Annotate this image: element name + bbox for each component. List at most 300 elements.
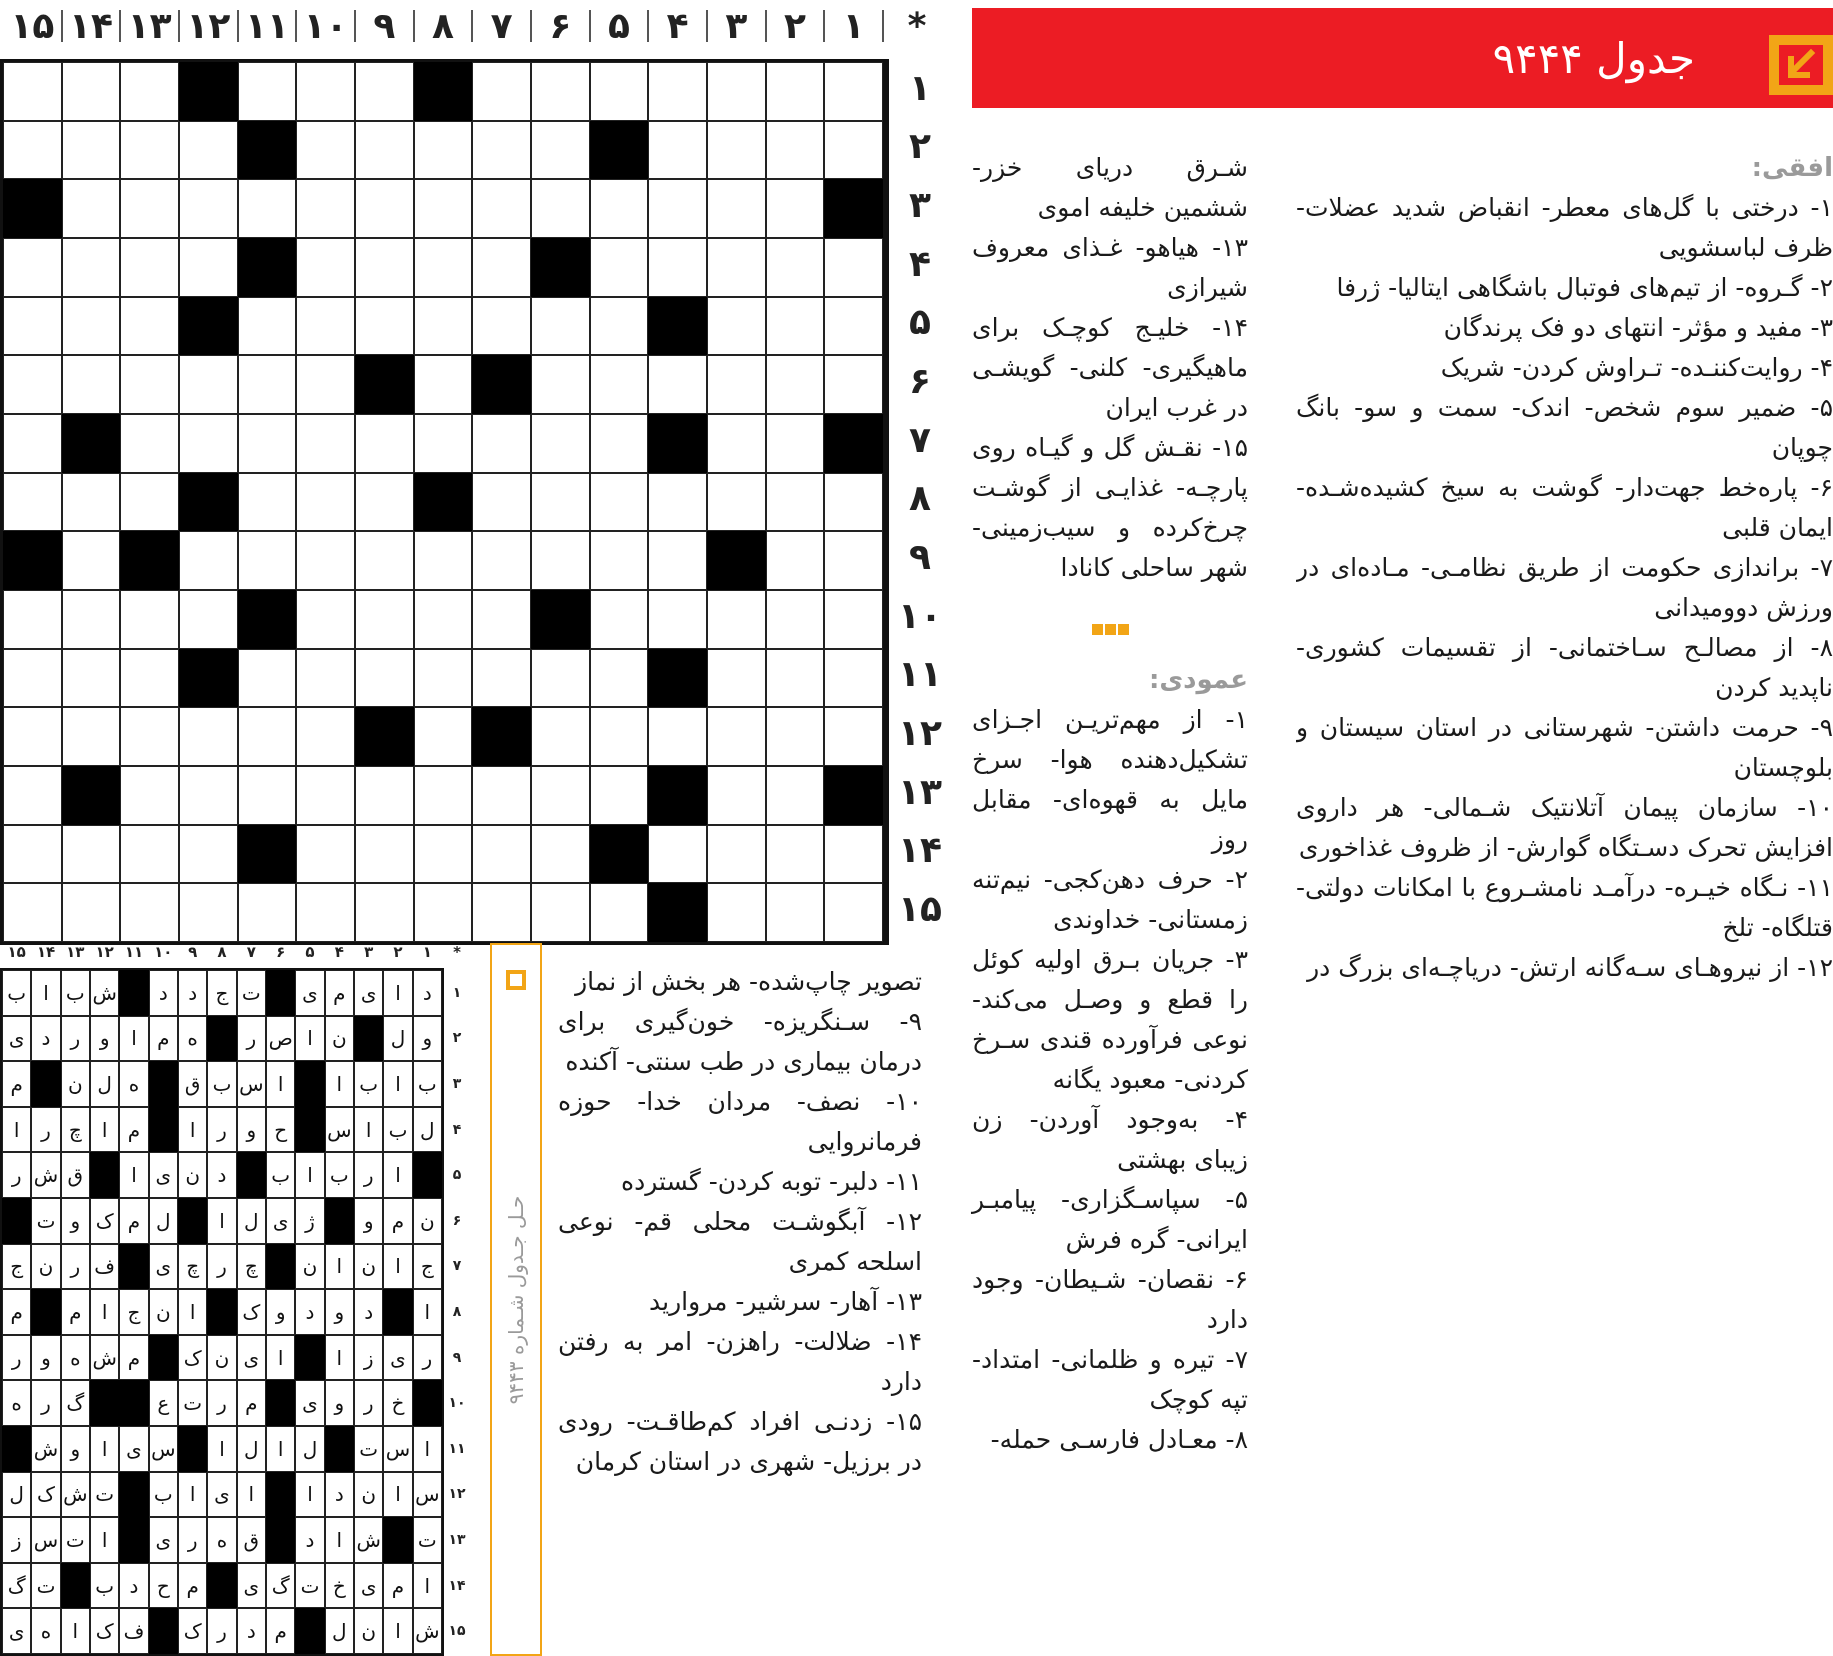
grid-cell[interactable]	[472, 531, 531, 590]
grid-cell[interactable]	[414, 355, 473, 414]
grid-cell[interactable]	[824, 238, 883, 297]
grid-cell[interactable]	[62, 297, 121, 356]
grid-cell[interactable]	[296, 297, 355, 356]
grid-cell[interactable]	[824, 825, 883, 884]
row-number: ۱	[909, 67, 931, 109]
grid-cell[interactable]	[766, 883, 825, 942]
grid-cell[interactable]	[824, 473, 883, 532]
grid-cell[interactable]	[3, 883, 62, 942]
solution-cell: ک	[178, 1608, 207, 1654]
grid-cell[interactable]	[296, 649, 355, 708]
grid-cell[interactable]	[590, 473, 649, 532]
grid-cell[interactable]	[296, 590, 355, 649]
solution-black-cell	[149, 1335, 178, 1381]
solution-cell: ت	[61, 1517, 90, 1563]
horizontal-clue: شـرق دریای خزر- ششمین خلیفه اموی	[972, 153, 1248, 222]
solution-cell: م	[119, 1107, 148, 1153]
grid-cell[interactable]	[648, 590, 707, 649]
grid-cell[interactable]	[120, 297, 179, 356]
grid-cell[interactable]	[414, 883, 473, 942]
grid-cell[interactable]	[296, 238, 355, 297]
grid-cell[interactable]	[766, 355, 825, 414]
grid-cell[interactable]	[120, 825, 179, 884]
grid-cell[interactable]	[62, 62, 121, 121]
solution-cell: ب	[2, 970, 31, 1016]
black-cell	[648, 297, 707, 356]
grid-cell[interactable]	[238, 766, 297, 825]
grid-cell[interactable]	[648, 238, 707, 297]
grid-cell[interactable]	[590, 590, 649, 649]
solution-column-number: ۱۲	[95, 943, 114, 961]
grid-cell[interactable]	[824, 297, 883, 356]
grid-cell[interactable]	[707, 414, 766, 473]
grid-cell[interactable]	[472, 649, 531, 708]
grid-cell[interactable]	[3, 473, 62, 532]
grid-cell[interactable]	[3, 649, 62, 708]
grid-cell[interactable]	[414, 707, 473, 766]
grid-cell[interactable]	[766, 414, 825, 473]
grid-cell[interactable]	[296, 766, 355, 825]
solution-cell: ل	[383, 1016, 412, 1062]
grid-cell[interactable]	[766, 62, 825, 121]
grid-cell[interactable]	[590, 355, 649, 414]
grid-cell[interactable]	[62, 883, 121, 942]
grid-cell[interactable]	[355, 62, 414, 121]
solution-cell: د	[354, 1289, 383, 1335]
solution-cell: ا	[266, 1335, 295, 1381]
grid-cell[interactable]	[355, 649, 414, 708]
grid-cell[interactable]	[179, 766, 238, 825]
solution-cell: ت	[295, 1563, 324, 1609]
solution-row-number: ۸	[452, 1303, 462, 1320]
solution-cell: ل	[237, 1198, 266, 1244]
grid-cell[interactable]	[3, 121, 62, 180]
grid-cell[interactable]	[824, 531, 883, 590]
grid-cell[interactable]	[648, 121, 707, 180]
mixed-clues-column	[972, 148, 1248, 1460]
grid-cell[interactable]	[590, 649, 649, 708]
grid-cell[interactable]	[590, 238, 649, 297]
grid-cell[interactable]	[648, 355, 707, 414]
solution-cell: ی	[237, 1335, 266, 1381]
black-cell	[179, 297, 238, 356]
black-cell	[414, 62, 473, 121]
column-number: ۲	[783, 5, 806, 47]
solution-black-cell	[383, 1517, 412, 1563]
grid-cell[interactable]	[707, 707, 766, 766]
grid-cell[interactable]	[179, 707, 238, 766]
grid-cell[interactable]	[62, 238, 121, 297]
grid-cell[interactable]	[62, 355, 121, 414]
grid-cell[interactable]	[472, 766, 531, 825]
grid-cell[interactable]	[707, 883, 766, 942]
solution-cell: ی	[149, 1152, 178, 1198]
grid-cell[interactable]	[296, 473, 355, 532]
solution-cell: س	[149, 1426, 178, 1472]
grid-cell[interactable]	[3, 62, 62, 121]
grid-cell[interactable]	[238, 531, 297, 590]
grid-cell[interactable]	[296, 825, 355, 884]
grid-cell[interactable]	[355, 825, 414, 884]
grid-cell[interactable]	[766, 825, 825, 884]
solution-cell: ر	[354, 1152, 383, 1198]
grid-cell[interactable]	[3, 355, 62, 414]
grid-cell[interactable]	[120, 707, 179, 766]
grid-cell[interactable]	[531, 883, 590, 942]
horizontal-clue: ۱۰- سازمان پیمان آتلانتیک شـمالی- هر داروی افزایش تحرک دسـتگاه گوارش- از ظروف غذاخوری	[1296, 793, 1833, 862]
grid-cell[interactable]	[590, 707, 649, 766]
grid-cell[interactable]	[355, 590, 414, 649]
grid-cell[interactable]	[238, 649, 297, 708]
grid-cell[interactable]	[3, 414, 62, 473]
grid-cell[interactable]	[355, 414, 414, 473]
grid-cell[interactable]	[3, 707, 62, 766]
small-logo-icon	[506, 970, 526, 990]
solution-cell: ن	[354, 1472, 383, 1518]
grid-cell[interactable]	[531, 531, 590, 590]
row-number: ۸	[909, 478, 931, 520]
column-separator	[530, 10, 532, 42]
black-cell	[238, 238, 297, 297]
grid-cell[interactable]	[414, 649, 473, 708]
grid-cell[interactable]	[414, 238, 473, 297]
grid-cell[interactable]	[766, 238, 825, 297]
grid-cell[interactable]	[648, 473, 707, 532]
grid-cell[interactable]	[179, 355, 238, 414]
grid-cell[interactable]	[472, 62, 531, 121]
grid-cell[interactable]	[238, 473, 297, 532]
grid-cell[interactable]	[414, 825, 473, 884]
black-cell	[648, 883, 707, 942]
column-separator	[471, 10, 473, 42]
grid-cell[interactable]	[590, 179, 649, 238]
grid-cell[interactable]	[707, 590, 766, 649]
grid-cell[interactable]	[120, 473, 179, 532]
solution-cell: د	[237, 1608, 266, 1654]
grid-cell[interactable]	[648, 62, 707, 121]
grid-cell[interactable]	[355, 121, 414, 180]
grid-cell[interactable]	[824, 883, 883, 942]
grid-cell[interactable]	[472, 121, 531, 180]
solution-black-cell	[2, 1426, 31, 1472]
grid-cell[interactable]	[590, 766, 649, 825]
solution-cell: ا	[325, 1244, 354, 1290]
grid-cell[interactable]	[472, 590, 531, 649]
solution-column-number: ۵	[305, 943, 315, 961]
grid-cell[interactable]	[62, 121, 121, 180]
grid-cell[interactable]	[707, 121, 766, 180]
solution-row-numbers	[444, 968, 470, 1656]
grid-cell[interactable]	[531, 62, 590, 121]
grid-cell[interactable]	[355, 297, 414, 356]
grid-cell[interactable]	[355, 473, 414, 532]
grid-cell[interactable]	[766, 649, 825, 708]
vertical-clue: ۱۱- دلبر- توبه کردن- گسترده	[621, 1167, 922, 1196]
grid-cell[interactable]	[62, 707, 121, 766]
grid-cell[interactable]	[120, 238, 179, 297]
black-cell	[179, 62, 238, 121]
horizontal-clue: ۱- درختی با گل‌های معطر- انقباض شدید عضلات- ظرف لباسشویی	[1296, 193, 1833, 262]
grid-cell[interactable]	[414, 590, 473, 649]
grid-cell[interactable]	[472, 179, 531, 238]
solution-cell: ش	[413, 1608, 442, 1654]
horizontal-clue: ۲- گـروه- از تیم‌های فوتبال باشگاهی ایتالیا- ژرفا	[1336, 273, 1833, 302]
solution-cell: ت	[31, 1198, 60, 1244]
grid-cell[interactable]	[824, 62, 883, 121]
solution-cell: ع	[149, 1380, 178, 1426]
grid-cell[interactable]	[62, 649, 121, 708]
grid-cell[interactable]	[766, 121, 825, 180]
grid-cell[interactable]	[414, 414, 473, 473]
solution-cell: د	[295, 1517, 324, 1563]
horizontal-clue: ۴- روایت‌کننـده- تـراوش کردن- شریک	[1440, 353, 1833, 382]
grid-cell[interactable]	[590, 414, 649, 473]
grid-cell[interactable]	[120, 62, 179, 121]
grid-cell[interactable]	[472, 825, 531, 884]
grid-cell[interactable]	[179, 179, 238, 238]
grid-cell[interactable]	[238, 355, 297, 414]
solution-column-number: ۹	[188, 943, 198, 961]
black-cell	[824, 179, 883, 238]
column-separator	[765, 10, 767, 42]
grid-cell[interactable]	[62, 473, 121, 532]
grid-cell[interactable]	[531, 649, 590, 708]
grid-cell[interactable]	[120, 355, 179, 414]
solution-cell: ا	[207, 1198, 236, 1244]
grid-cell[interactable]	[766, 179, 825, 238]
solution-cell: ق	[61, 1152, 90, 1198]
grid-cell[interactable]	[3, 238, 62, 297]
grid-cell[interactable]	[824, 707, 883, 766]
grid-cell[interactable]	[296, 707, 355, 766]
grid-cell[interactable]	[766, 297, 825, 356]
column-number: ۹	[373, 5, 396, 47]
column-separator	[706, 10, 708, 42]
vertical-clue: ۱۰- نصف- مردان خدا- حوزه فرمانروایی	[558, 1087, 922, 1156]
solution-black-cell	[266, 1472, 295, 1518]
grid-cell[interactable]	[707, 766, 766, 825]
solution-cell: ه	[31, 1608, 60, 1654]
solution-cell: ه	[61, 1335, 90, 1381]
vertical-clues-continuation-column	[558, 962, 922, 1482]
grid-cell[interactable]	[590, 883, 649, 942]
grid-cell[interactable]	[355, 883, 414, 942]
grid-cell[interactable]	[590, 62, 649, 121]
grid-cell[interactable]	[296, 414, 355, 473]
grid-cell[interactable]	[355, 531, 414, 590]
grid-cell[interactable]	[531, 121, 590, 180]
solution-cell: ا	[383, 1244, 412, 1290]
grid-cell[interactable]	[120, 121, 179, 180]
grid-cell[interactable]	[707, 62, 766, 121]
grid-cell[interactable]	[296, 62, 355, 121]
grid-cell[interactable]	[296, 355, 355, 414]
grid-cell[interactable]	[472, 238, 531, 297]
column-separator	[119, 10, 121, 42]
solution-cell: ا	[413, 1563, 442, 1609]
grid-cell[interactable]	[179, 531, 238, 590]
solution-cell: ز	[2, 1517, 31, 1563]
grid-cell[interactable]	[472, 297, 531, 356]
grid-cell[interactable]	[296, 121, 355, 180]
solution-cell: ل	[413, 1107, 442, 1153]
solution-cell: ح	[149, 1563, 178, 1609]
grid-cell[interactable]	[414, 179, 473, 238]
solution-cell: گ	[266, 1563, 295, 1609]
grid-cell[interactable]	[414, 766, 473, 825]
solution-black-cell	[31, 1061, 60, 1107]
grid-cell[interactable]	[179, 590, 238, 649]
grid-cell[interactable]	[648, 531, 707, 590]
vertical-clue: تصویر چاپ‌شده- هر بخش از نماز	[575, 967, 922, 996]
grid-cell[interactable]	[531, 473, 590, 532]
grid-cell[interactable]	[179, 883, 238, 942]
grid-cell[interactable]	[531, 766, 590, 825]
grid-cell[interactable]	[824, 590, 883, 649]
solution-black-cell	[119, 970, 148, 1016]
grid-cell[interactable]	[414, 121, 473, 180]
grid-cell[interactable]	[179, 238, 238, 297]
solution-cell: ج	[413, 1244, 442, 1290]
grid-cell[interactable]	[238, 707, 297, 766]
grid-cell[interactable]	[707, 649, 766, 708]
grid-cell[interactable]	[472, 883, 531, 942]
solution-row-number: ۱۰	[448, 1395, 466, 1412]
solution-cell: ب	[413, 1061, 442, 1107]
grid-cell[interactable]	[120, 414, 179, 473]
solution-cell: ا	[90, 1289, 119, 1335]
grid-cell[interactable]	[120, 883, 179, 942]
grid-cell[interactable]	[766, 473, 825, 532]
row-number: ۷	[909, 419, 931, 461]
grid-cell[interactable]	[355, 179, 414, 238]
solution-black-cell	[207, 1016, 236, 1062]
grid-cell[interactable]	[238, 297, 297, 356]
vertical-clue: ۳- جریان بـرق اولیه کوئل را قطع و وصـل می‌کند- نوعی فرآورده قندی سـرخ کردنی- معبود یگانه	[972, 945, 1248, 1094]
grid-cell[interactable]	[824, 649, 883, 708]
solution-cell: ز	[354, 1335, 383, 1381]
solution-cell: ت	[237, 970, 266, 1016]
grid-cell[interactable]	[590, 531, 649, 590]
grid-cell[interactable]	[707, 238, 766, 297]
grid-cell[interactable]	[296, 531, 355, 590]
grid-cell[interactable]	[531, 355, 590, 414]
grid-cell[interactable]	[296, 883, 355, 942]
vertical-clue: ۱- از مهم‌تریـن اجـزای تشکیل‌دهنده هوا- سرخ مایل به قهوه‌ای- مقابل روز	[972, 705, 1248, 854]
solution-cell: و	[325, 1289, 354, 1335]
solution-cell: ر	[237, 1016, 266, 1062]
grid-cell[interactable]	[3, 825, 62, 884]
grid-cell[interactable]	[707, 297, 766, 356]
solution-column-number: ۴	[334, 943, 344, 961]
grid-cell[interactable]	[531, 179, 590, 238]
grid-cell[interactable]	[120, 649, 179, 708]
solution-cell: ا	[383, 970, 412, 1016]
black-cell	[238, 121, 297, 180]
grid-cell[interactable]	[414, 297, 473, 356]
column-number: ۱۱	[245, 5, 289, 47]
solution-cell: ر	[207, 1107, 236, 1153]
grid-cell[interactable]	[824, 355, 883, 414]
grid-cell[interactable]	[648, 179, 707, 238]
grid-cell[interactable]	[120, 590, 179, 649]
grid-cell[interactable]	[179, 414, 238, 473]
grid-cell[interactable]	[3, 766, 62, 825]
grid-cell[interactable]	[531, 707, 590, 766]
grid-cell[interactable]	[707, 179, 766, 238]
grid-cell[interactable]	[824, 121, 883, 180]
grid-cell[interactable]	[472, 473, 531, 532]
grid-cell[interactable]	[238, 179, 297, 238]
column-number: ۳	[725, 5, 748, 47]
grid-cell[interactable]	[238, 883, 297, 942]
solution-cell: ف	[90, 1244, 119, 1290]
grid-cell[interactable]	[531, 297, 590, 356]
solution-black-cell	[325, 1426, 354, 1472]
grid-cell[interactable]	[766, 766, 825, 825]
solution-cell: ا	[295, 1472, 324, 1518]
grid-cell[interactable]	[648, 707, 707, 766]
grid-cell[interactable]	[766, 531, 825, 590]
grid-cell[interactable]	[238, 414, 297, 473]
solution-cell: س	[31, 1517, 60, 1563]
grid-cell[interactable]	[766, 590, 825, 649]
grid-cell[interactable]	[707, 473, 766, 532]
solution-black-cell	[119, 1244, 148, 1290]
solution-cell: چ	[178, 1244, 207, 1290]
column-separator	[413, 10, 415, 42]
grid-cell[interactable]	[766, 707, 825, 766]
solution-cell: ژ	[295, 1198, 324, 1244]
black-cell	[355, 707, 414, 766]
solution-cell: ن	[325, 1016, 354, 1062]
solution-cell: ی	[295, 970, 324, 1016]
grid-cell[interactable]	[296, 179, 355, 238]
grid-cell[interactable]	[531, 825, 590, 884]
grid-cell[interactable]	[531, 414, 590, 473]
grid-cell[interactable]	[707, 355, 766, 414]
grid-cell[interactable]	[179, 825, 238, 884]
vertical-clue: ۴- به‌وجود آوردن- زن زیبای بهشتی	[972, 1105, 1248, 1174]
grid-cell[interactable]	[179, 121, 238, 180]
grid-cell[interactable]	[120, 766, 179, 825]
horizontal-clue: ۱۵- نقـش گل و گیـاه روی پارچـه- غذایـی از گوشـت چرخ‌کرده و سیب‌زمینی- شهر ساحلی کانادا	[972, 433, 1248, 582]
solution-black-cell	[354, 1016, 383, 1062]
grid-cell[interactable]	[238, 62, 297, 121]
grid-cell[interactable]	[355, 766, 414, 825]
black-cell	[62, 414, 121, 473]
row-number: ۱۳	[898, 771, 942, 813]
grid-cell[interactable]	[648, 825, 707, 884]
grid-cell[interactable]	[62, 825, 121, 884]
solution-cell: د	[31, 1016, 60, 1062]
grid-cell[interactable]	[120, 179, 179, 238]
grid-cell[interactable]	[707, 825, 766, 884]
grid-cell[interactable]	[472, 414, 531, 473]
solution-cell: ا	[119, 1016, 148, 1062]
grid-cell[interactable]	[3, 297, 62, 356]
solution-cell: گ	[2, 1563, 31, 1609]
black-cell	[824, 766, 883, 825]
solution-cell: ه	[2, 1380, 31, 1426]
grid-cell[interactable]	[355, 238, 414, 297]
grid-cell[interactable]	[62, 590, 121, 649]
grid-cell[interactable]	[62, 179, 121, 238]
grid-cell[interactable]	[590, 297, 649, 356]
grid-cell[interactable]	[414, 531, 473, 590]
grid-cell[interactable]	[62, 531, 121, 590]
grid-cell[interactable]	[3, 590, 62, 649]
